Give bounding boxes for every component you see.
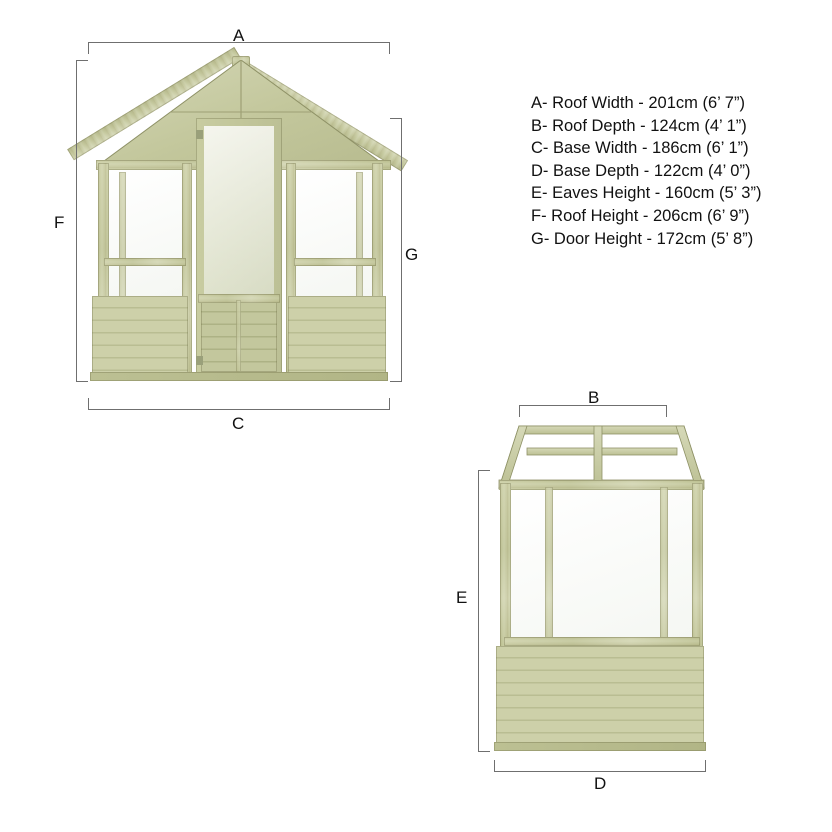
dimension-label-c: C	[232, 414, 245, 433]
door-hinge-bottom	[196, 356, 203, 365]
dimension-label-e: E	[456, 588, 468, 607]
legend-row-b: B- Roof Depth - 124cm (4’ 1”)	[531, 116, 747, 135]
door-hinge-top	[196, 130, 203, 139]
cladding-panel-left	[92, 296, 188, 374]
dimension-label-d: D	[594, 774, 607, 793]
cladding-panel-right	[288, 296, 386, 374]
side-post-mid	[545, 487, 553, 647]
legend-row-d: D- Base Depth - 122cm (4’ 0”)	[531, 161, 751, 180]
legend-row-g: G- Door Height - 172cm (5’ 8”)	[531, 229, 754, 248]
dimension-bracket-e	[478, 470, 490, 752]
legend-row-c: C- Base Width - 186cm (6’ 1”)	[531, 139, 749, 158]
dimension-bracket-c	[88, 398, 390, 410]
side-eaves-beam	[499, 480, 704, 490]
side-rail-mid	[504, 637, 700, 646]
rail-left-mid	[104, 258, 186, 266]
side-post-left	[500, 483, 511, 648]
side-post-mid-right	[660, 487, 668, 647]
dimension-bracket-g	[390, 118, 402, 382]
base-rail-front	[90, 372, 388, 381]
door-glazing	[204, 126, 274, 298]
door-centre-stile	[236, 300, 241, 372]
dimension-label-a: A	[233, 26, 245, 45]
dimension-bracket-f	[76, 60, 88, 382]
dimension-bracket-d	[494, 760, 706, 772]
side-post-right	[692, 483, 703, 648]
side-cladding-panel	[496, 646, 704, 744]
legend-row-f: F- Roof Height - 206cm (6’ 9”)	[531, 206, 750, 225]
glazing-left	[106, 170, 184, 298]
dimensions-legend	[531, 92, 821, 250]
rail-right-mid	[294, 258, 376, 266]
dimension-label-b: B	[588, 388, 600, 407]
dimension-label-g: G	[405, 245, 419, 264]
legend-row-e: E- Eaves Height - 160cm (5’ 3”)	[531, 184, 762, 203]
dimension-label-f: F	[54, 213, 65, 232]
side-base-rail	[494, 742, 706, 751]
legend-row-a: A- Roof Width - 201cm (6’ 7”)	[531, 94, 745, 112]
